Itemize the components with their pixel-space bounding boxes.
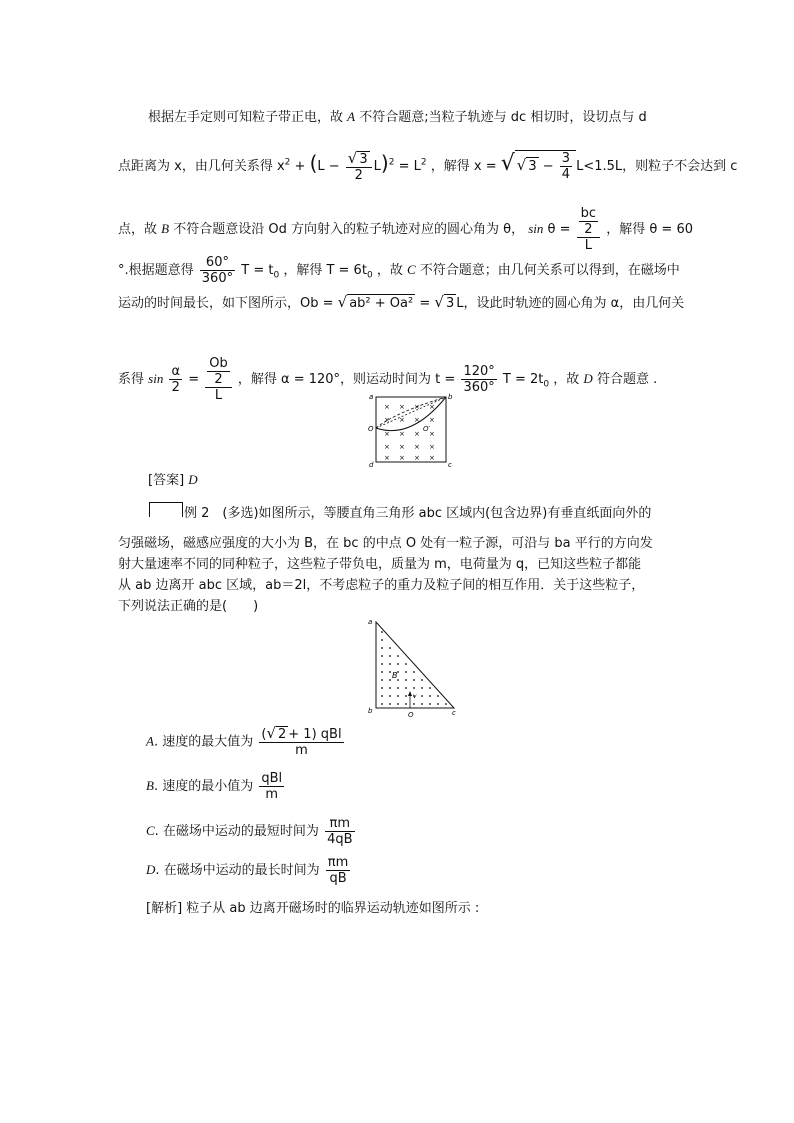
- field-cross: ×: [399, 430, 405, 438]
- field-cross: ×: [399, 454, 405, 462]
- option-c: C. 在磁场中运动的最短时间为 $\frac{\pi m}{4qB}$: [146, 816, 353, 847]
- field-dot: [405, 679, 407, 681]
- label-o: O: [368, 425, 374, 433]
- analysis-line-5: 运动的时间最长，如下图所示，Ob = √ ab² + Oa² = √ 3 L，设此时轨迹的圆心角为 α，由几何关: [118, 293, 685, 311]
- field-dot: [381, 695, 383, 697]
- field-dot: [381, 703, 383, 705]
- field-dot: [397, 703, 399, 705]
- ob-half-over-l: $\frac{\frac{Ob}{2}}{L}$: [205, 356, 231, 403]
- label-a: a: [369, 393, 374, 401]
- answer-value: D: [188, 472, 198, 487]
- field-cross: ×: [429, 403, 435, 411]
- field-dot: [413, 671, 415, 673]
- field-dot: [397, 655, 399, 657]
- field-dot: [421, 703, 423, 705]
- field-cross: ×: [399, 416, 405, 424]
- field-dot: [429, 703, 431, 705]
- label-c: c: [452, 709, 456, 717]
- field-cross: ×: [399, 403, 405, 411]
- field-dot: [413, 703, 415, 705]
- field-cross: ×: [384, 403, 390, 411]
- field-cross: ×: [429, 454, 435, 462]
- option-letter-b: B: [161, 221, 170, 236]
- label-b: b: [368, 707, 373, 715]
- field-dot: [397, 695, 399, 697]
- triangle-field-figure: [364, 614, 464, 718]
- field-dot: [405, 663, 407, 665]
- analysis-line-2: 点距离为 x，由几何关系得 $x^2 + (L$ − $\frac{√ 3}{2}$ $L)^2 = L^2$ ，解得 x = √ √ 3 − $\frac{3}{4}$ L<1.5L，则粒子不会达到 c: [118, 148, 738, 183]
- field-dot: [421, 695, 423, 697]
- bc-half-over-l: $\frac{\frac{bc}{2}}{L}$: [577, 206, 600, 253]
- label-c: c: [448, 461, 452, 469]
- field-dot: [381, 631, 383, 633]
- sixty-over-360: $\frac{60^\circ}{360^\circ}$: [201, 255, 234, 286]
- field-dot: [429, 687, 431, 689]
- sqrt3-over-2: $\frac{√ 3}{2}$: [346, 151, 372, 183]
- alpha-over-2: $\frac{\alpha}{2}$: [171, 364, 181, 395]
- label-d: d: [369, 461, 374, 469]
- answer-line: [答案] D: [148, 472, 198, 488]
- field-dot: [389, 655, 391, 657]
- label-a: a: [368, 618, 373, 626]
- field-dot: [397, 687, 399, 689]
- label-o-prime: O′: [423, 425, 431, 433]
- field-dot: [413, 679, 415, 681]
- option-letter-c: C: [406, 262, 416, 277]
- field-cross: ×: [414, 416, 420, 424]
- example2-line-2: 匀强磁场，磁感应强度的大小为 B，在 bc 的中点 O 处有一粒子源，可沿与 ba 平行的方向发: [118, 536, 653, 551]
- option-d: D. 在磁场中运动的最长时间为 $\frac{\pi m}{qB}$: [146, 855, 349, 886]
- field-dot: [405, 695, 407, 697]
- field-cross: ×: [399, 443, 405, 451]
- field-dot: [437, 703, 439, 705]
- field-cross: ×: [429, 416, 435, 424]
- field-dot: [389, 695, 391, 697]
- option-a-fraction: $\frac{\text{(√ 2 + 1) qBl}}{m}$: [261, 724, 342, 758]
- field-dot: [381, 679, 383, 681]
- field-dot: [405, 671, 407, 673]
- field-dot: [389, 687, 391, 689]
- field-cross: ×: [414, 430, 420, 438]
- label-o: O: [408, 711, 414, 718]
- field-dot: [405, 703, 407, 705]
- field-cross: ×: [384, 454, 390, 462]
- one-twenty-over-360: $\frac{120^\circ}{360^\circ}$: [463, 364, 495, 395]
- option-c-fraction: $\frac{\pi m}{4qB}$: [327, 816, 353, 847]
- field-cross: ×: [429, 443, 435, 451]
- field-dot: [413, 687, 415, 689]
- option-a: A. 速度的最大值为 $\frac{\text{(√ 2 + 1) qBl}}{m}$: [146, 724, 342, 758]
- field-dot: [421, 679, 423, 681]
- field-cross: ×: [384, 416, 390, 424]
- option-letter-d: D: [583, 371, 593, 386]
- analysis-line-6: 系得 sin $\frac{\alpha}{2}$ = $\frac{\frac{Ob}{2}}{L}$ ，解得 α = 120°，则运动时间为 t = $\frac{120^\circ}{360^\circ}$ $T = 2t_0$ ，故 D 符合题意 .: [118, 356, 658, 403]
- field-cross: ×: [414, 454, 420, 462]
- field-dot: [389, 703, 391, 705]
- analysis-line-3: 点，故 B 不符合题意设沿 Od 方向射入的粒子轨迹对应的圆心角为 θ， sin θ = $\frac{\frac{bc}{2}}{L}$ ，解得 θ = 60: [118, 206, 694, 253]
- example2-line-4: 从 ab 边离开 abc 区域，ab＝2l，不考虑粒子的重力及粒子间的相互作用．关于这些粒子，: [118, 578, 645, 593]
- option-b: B. 速度的最小值为 $\frac{\text{qBl}}{m}$: [146, 771, 283, 802]
- analysis2-line: [解析] 粒子从 ab 边离开磁场时的临界运动轨迹如图所示 :: [146, 901, 480, 916]
- example2-line-5: 下列说法正确的是( ): [118, 599, 259, 614]
- field-dot: [429, 695, 431, 697]
- field-cross: ×: [384, 430, 390, 438]
- field-cross: ×: [429, 430, 435, 438]
- field-dot: [381, 647, 383, 649]
- field-dot: [381, 671, 383, 673]
- field-dot: [405, 687, 407, 689]
- label-b: b: [448, 393, 453, 401]
- field-cross: ×: [384, 443, 390, 451]
- root-expression: √ 3 − $\frac{3}{4}$: [515, 150, 576, 182]
- field-dot: [437, 695, 439, 697]
- field-dot: [397, 663, 399, 665]
- field-dot: [389, 671, 391, 673]
- velocity-arrowhead: [408, 691, 412, 696]
- option-letter-a: A: [347, 109, 356, 124]
- option-d-fraction: $\frac{\pi m}{qB}$: [327, 855, 349, 886]
- field-dot: [389, 679, 391, 681]
- option-b-fraction: $\frac{\text{qBl}}{m}$: [261, 771, 283, 802]
- example2-line-1: 例 2 (多选)如图所示，等腰直角三角形 abc 区域内(包含边界)有垂直纸面向外的: [184, 506, 652, 521]
- field-dot: [389, 647, 391, 649]
- field-dot: [389, 663, 391, 665]
- field-dot: [381, 639, 383, 641]
- analysis-line-1: 根据左手定则可知粒子带正电，故 A 不符合题意;当粒子轨迹与 dc 相切时，设切点与 d: [148, 109, 647, 125]
- field-dot: [381, 687, 383, 689]
- field-dot: [381, 655, 383, 657]
- example-bracket: [149, 502, 183, 517]
- label-v: v: [413, 693, 417, 700]
- square-field-figure: [366, 390, 458, 470]
- field-dot: [445, 703, 447, 705]
- field-dot: [421, 687, 423, 689]
- field-cross: ×: [414, 443, 420, 451]
- field-cross: ×: [414, 403, 420, 411]
- analysis-line-4: °.根据题意得 $\frac{60^\circ}{360^\circ}$ $T = t_0$ ，解得 $T = 6t_0$ ，故 C 不符合题意；由几何关系可以得到，在磁场中: [118, 255, 680, 286]
- label-b-field: B: [392, 671, 398, 680]
- example2-line-3: 射大量速率不同的同种粒子，这些粒子带负电，质量为 m，电荷量为 q，已知这些粒子都能: [118, 557, 642, 572]
- field-dot: [381, 663, 383, 665]
